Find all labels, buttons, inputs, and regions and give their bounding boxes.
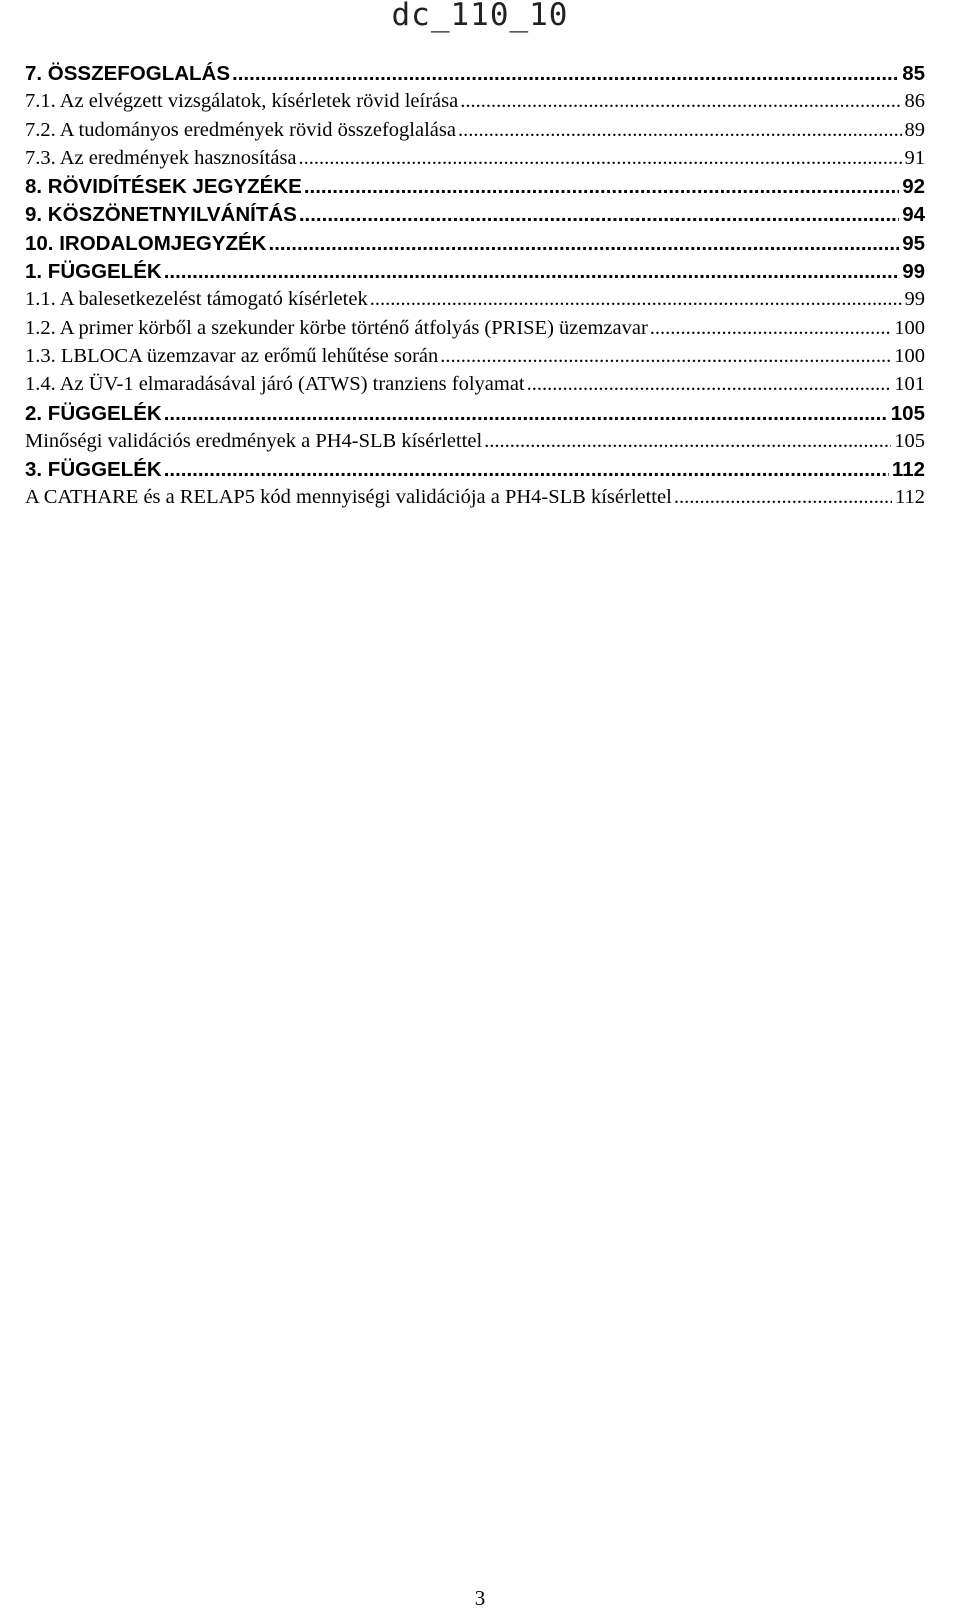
toc-dot-leader <box>370 288 902 311</box>
toc-dot-leader <box>674 486 892 509</box>
toc-entry <box>25 175 925 203</box>
toc-entry <box>25 147 925 175</box>
toc-entry-page: 105 <box>894 429 925 452</box>
toc-entry-label: 1.2. A primer körből a szekunder körbe történő átfolyás (PRISE) üzemzavar <box>25 316 648 339</box>
page-number: 3 <box>474 1586 486 1610</box>
toc-entry <box>25 260 925 288</box>
toc-entry <box>25 90 925 118</box>
toc-entry-page: 89 <box>904 118 925 141</box>
document-id: dc_110_10 <box>391 0 569 33</box>
toc-dot-leader <box>164 260 900 284</box>
toc-entry-label: 1.1. A balesetkezelést támogató kísérletek <box>25 288 368 311</box>
toc-dot-leader <box>650 317 891 340</box>
toc-dot-leader <box>527 373 892 396</box>
toc-dot-leader <box>440 345 891 368</box>
toc-entry-page: 100 <box>894 316 925 339</box>
toc-entry <box>25 486 925 514</box>
toc-dot-leader <box>460 90 901 113</box>
toc-entry-label: 2. FÜGGELÉK <box>25 401 162 425</box>
toc-entry <box>25 288 925 316</box>
toc-entry-page: 112 <box>895 486 925 509</box>
table-of-contents <box>25 62 925 515</box>
toc-dot-leader <box>299 147 902 170</box>
toc-entry <box>25 62 925 90</box>
toc-entry-page: 99 <box>902 260 925 284</box>
toc-entry-page: 99 <box>904 288 925 311</box>
toc-entry <box>25 232 925 260</box>
toc-dot-leader <box>304 175 899 199</box>
toc-dot-leader <box>299 203 899 227</box>
toc-entry-page: 100 <box>894 344 925 367</box>
toc-entry <box>25 430 925 458</box>
toc-entry-label: 1.3. LBLOCA üzemzavar az erőmű lehűtése során <box>25 344 439 367</box>
toc-entry-label: 7.3. Az eredmények hasznosítása <box>25 146 297 169</box>
toc-entry <box>25 458 925 486</box>
toc-entry-label: 7. ÖSSZEFOGLALÁS <box>25 62 231 85</box>
toc-entry-label: 1.4. Az ÜV-1 elmaradásával járó (ATWS) tranziens folyamat <box>25 373 525 396</box>
toc-entry <box>25 119 925 147</box>
toc-entry-label: 3. FÜGGELÉK <box>25 458 162 482</box>
toc-entry <box>25 317 925 345</box>
toc-entry-label: Minőségi validációs eredmények a PH4-SLB kísérlettel <box>25 429 483 452</box>
toc-entry-page: 85 <box>902 62 925 85</box>
toc-entry-label: A CATHARE és a RELAP5 kód mennyiségi validációja a PH4-SLB kísérlettel <box>25 486 672 509</box>
toc-dot-leader <box>164 458 889 482</box>
toc-entry <box>25 345 925 373</box>
toc-entry-label: 7.2. A tudományos eredmények rövid összefoglalása <box>25 118 456 141</box>
toc-entry-label: 7.1. Az elvégzett vizsgálatok, kísérletek rövid leírása <box>25 90 459 113</box>
toc-entry-label: 1. FÜGGELÉK <box>25 260 162 284</box>
toc-entry-page: 91 <box>904 146 925 169</box>
toc-entry-page: 112 <box>891 458 925 482</box>
toc-entry-label: 8. RÖVIDÍTÉSEK JEGYZÉKE <box>25 175 302 199</box>
toc-dot-leader <box>164 402 888 426</box>
toc-dot-leader <box>458 119 902 142</box>
toc-entry-page: 95 <box>902 231 925 255</box>
toc-entry-page: 105 <box>890 401 925 425</box>
toc-entry-page: 94 <box>902 203 925 227</box>
toc-entry-label: 9. KÖSZÖNETNYILVÁNÍTÁS <box>25 203 297 227</box>
toc-entry <box>25 203 925 231</box>
toc-entry <box>25 402 925 430</box>
toc-dot-leader <box>232 62 899 86</box>
toc-entry-page: 86 <box>904 90 925 113</box>
toc-entry-page: 101 <box>894 373 925 396</box>
toc-entry-page: 92 <box>902 175 925 199</box>
toc-dot-leader <box>269 232 900 256</box>
toc-entry-label: 10. IRODALOMJEGYZÉK <box>25 231 267 255</box>
toc-dot-leader <box>484 430 891 453</box>
toc-entry <box>25 373 925 401</box>
